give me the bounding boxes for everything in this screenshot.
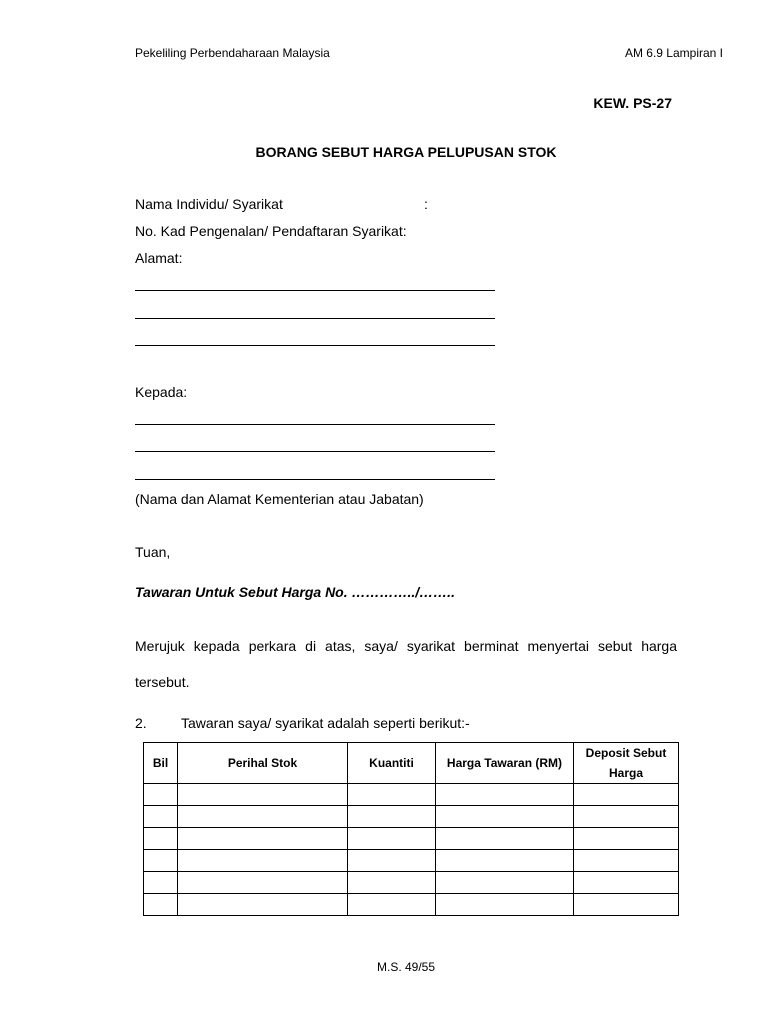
table-cell[interactable]	[178, 872, 348, 894]
table-cell[interactable]	[348, 894, 436, 916]
table-cell[interactable]	[574, 872, 679, 894]
table-cell[interactable]	[144, 806, 178, 828]
table-cell[interactable]	[348, 872, 436, 894]
name-colon: :	[424, 196, 428, 212]
table-cell[interactable]	[436, 806, 574, 828]
table-row	[144, 806, 679, 828]
table-cell[interactable]	[436, 850, 574, 872]
table-cell[interactable]	[348, 784, 436, 806]
table-cell[interactable]	[144, 894, 178, 916]
table-row	[144, 784, 679, 806]
table-cell[interactable]	[178, 806, 348, 828]
recipient-label: Kepada:	[135, 384, 188, 400]
table-cell[interactable]	[144, 872, 178, 894]
col-header-harga: Harga Tawaran (RM)	[436, 743, 574, 784]
table-cell[interactable]	[436, 872, 574, 894]
recipient-note: (Nama dan Alamat Kementerian atau Jabatan)	[135, 491, 424, 507]
table-cell[interactable]	[436, 894, 574, 916]
form-title: BORANG SEBUT HARGA PELUPUSAN STOK	[255, 144, 557, 160]
table-cell[interactable]	[574, 828, 679, 850]
table-cell[interactable]	[574, 806, 679, 828]
table-cell[interactable]	[574, 850, 679, 872]
table-cell[interactable]	[144, 784, 178, 806]
table-row	[144, 894, 679, 916]
col-header-perihal: Perihal Stok	[178, 743, 348, 784]
recipient-line-1[interactable]	[135, 424, 495, 425]
table-cell[interactable]	[348, 828, 436, 850]
table-cell[interactable]	[574, 894, 679, 916]
table-cell[interactable]	[178, 784, 348, 806]
table-cell[interactable]	[348, 806, 436, 828]
intro-paragraph: Merujuk kepada perkara di atas, saya/ syarikat berminat menyertai sebut harga tersebut.	[135, 638, 677, 690]
item-number: 2.	[135, 715, 147, 731]
col-header-deposit: Deposit Sebut Harga	[574, 743, 679, 784]
form-code: KEW. PS-27	[593, 95, 672, 111]
recipient-line-2[interactable]	[135, 451, 495, 452]
recipient-line-3[interactable]	[135, 479, 495, 480]
table-cell[interactable]	[144, 828, 178, 850]
table-cell[interactable]	[178, 850, 348, 872]
address-line-1[interactable]	[135, 290, 495, 291]
header-right: AM 6.9 Lampiran I	[624, 46, 723, 60]
table-cell[interactable]	[348, 850, 436, 872]
table-cell[interactable]	[178, 894, 348, 916]
table-body	[144, 784, 679, 916]
table-cell[interactable]	[144, 850, 178, 872]
table-cell[interactable]	[178, 828, 348, 850]
address-line-2[interactable]	[135, 318, 495, 319]
table-row	[144, 872, 679, 894]
stock-table	[143, 742, 679, 916]
table-row	[144, 828, 679, 850]
col-header-bil: Bil	[144, 743, 178, 784]
id-label: No. Kad Pengenalan/ Pendaftaran Syarikat:	[135, 223, 407, 239]
salutation: Tuan,	[135, 544, 171, 560]
address-line-3[interactable]	[135, 345, 495, 346]
header-left: Pekeliling Perbendaharaan Malaysia	[135, 46, 330, 60]
table-cell[interactable]	[574, 784, 679, 806]
item-text: Tawaran saya/ syarikat adalah seperti berikut:-	[181, 715, 470, 731]
name-label: Nama Individu/ Syarikat	[135, 196, 283, 212]
col-header-kuantiti: Kuantiti	[348, 743, 436, 784]
table-cell[interactable]	[436, 828, 574, 850]
table-row	[144, 850, 679, 872]
page-number: M.S. 49/55	[376, 960, 436, 974]
table-cell[interactable]	[436, 784, 574, 806]
table-header-row	[144, 743, 679, 784]
address-label: Alamat:	[135, 250, 183, 266]
subject-line: Tawaran Untuk Sebut Harga No. …………../……..	[135, 584, 455, 600]
